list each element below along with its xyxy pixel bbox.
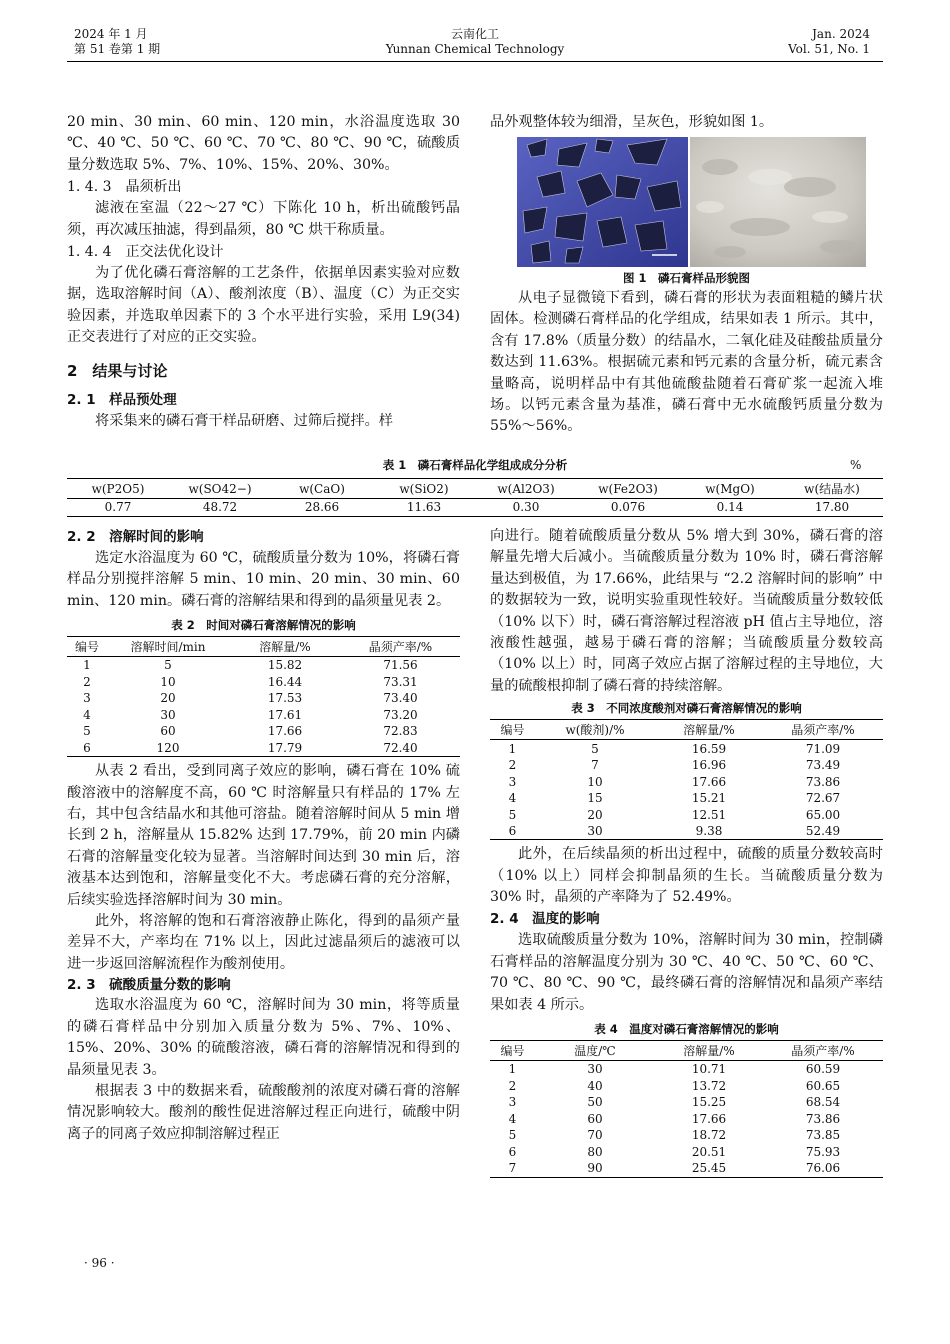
table-row xyxy=(490,1144,883,1161)
table-cell: 0.77 xyxy=(67,499,169,517)
table-cell: 15.21 xyxy=(691,791,727,805)
heading-2-3: 2. 3 硫酸质量分数的影响 xyxy=(67,977,231,994)
table-cell: 17.66 xyxy=(267,724,303,739)
table-cell: 60.59 xyxy=(805,1062,841,1077)
table-cell: 73.86 xyxy=(805,1111,841,1126)
table-cell: 1 xyxy=(83,658,91,673)
table-cell: 16.44 xyxy=(267,674,303,689)
table-header-cell: 晶须产率/% xyxy=(763,720,883,740)
paragraph: 滤液在室温（22～27 ℃）下陈化 10 h，析出硫酸钙晶须，再次减压抽滤，得到晶须，80 ℃ 烘干称质量。 xyxy=(67,200,460,238)
table-cell: 4 xyxy=(508,791,517,805)
paragraph: 从表 2 看出，受到同离子效应的影响，磷石膏在 10% 硫酸溶液中的溶解度不高，60 ℃ 时溶解量只有样品的 17% 左右，其中包含结晶水和其他可溶盐。随着溶解时间从 5 min 增长到 2 h，溶解量从 15.82% 达到 17.79%，前 20 min 内磷石膏的溶解量变化较为显著。当溶解时间达到 30 min 后，溶液基本达到饱和，溶解量变化不大。考虑磷石膏的充分溶解，后续实验选择溶解时间为 30 min。 xyxy=(67,763,460,908)
header-left xyxy=(74,27,160,57)
table-cell: 16.59 xyxy=(691,741,727,756)
table-cell: 50 xyxy=(587,1095,603,1110)
paragraph: 品外观整体较为细滑，呈灰色，形貌如图 1。 xyxy=(490,114,774,130)
paragraph: 此外，在后续晶须的析出过程中，硫酸的质量分数较高时（10% 以上）同样会抑制晶须的生长。当硫酸质量分数为 30% 时，晶须的产率降为了 52.49%。 xyxy=(490,846,883,906)
table-row xyxy=(67,657,460,674)
table-cell: 7 xyxy=(591,758,599,772)
table-cell: 75.93 xyxy=(805,1144,841,1159)
table-row xyxy=(490,790,883,807)
table-cell: 6 xyxy=(508,1144,517,1159)
table-3 xyxy=(490,719,883,840)
table-cell: 65.00 xyxy=(805,807,841,822)
table-cell: 30 xyxy=(160,707,176,722)
table-header-cell: 溶解时间/min xyxy=(107,637,229,657)
table-cell: 16.96 xyxy=(691,758,727,772)
paragraph: 根据表 3 中的数据来看，硫酸酸剂的浓度对磷石膏的溶解情况影响较大。酸剂的酸性促进溶解过程正向进行，硫酸中阴离子的同离子效应抑制溶解过程正 xyxy=(67,1082,460,1142)
table-header-cell: 溶解量/% xyxy=(655,1041,763,1061)
figure-1-caption: 图 1 磷石膏样品形貌图 xyxy=(622,271,750,285)
table-cell: 1 xyxy=(508,1062,517,1077)
table-header-cell: 编号 xyxy=(490,1041,535,1061)
table-cell: 4 xyxy=(508,1111,517,1126)
table-cell: 5 xyxy=(508,807,517,822)
header-volume: 第 51 卷第 1 期 xyxy=(74,42,161,56)
table-1-caption: 表 1 磷石膏样品化学组成成分分析 xyxy=(382,458,568,472)
table-cell: 17.53 xyxy=(267,691,303,706)
table-header-cell: 编号 xyxy=(67,637,107,657)
table-cell: 0.14 xyxy=(679,499,781,517)
table-cell: 2 xyxy=(508,1078,517,1093)
table-cell: 6 xyxy=(490,823,535,840)
table-header-cell: w(Fe2O3) xyxy=(577,479,679,499)
table-cell: 4 xyxy=(83,707,91,722)
table-cell: 73.40 xyxy=(383,691,418,706)
table-cell: 73.86 xyxy=(805,774,841,789)
table-cell: 6 xyxy=(67,740,107,757)
table-cell: 5 xyxy=(164,658,172,673)
heading-2: 2 结果与讨论 xyxy=(67,361,168,380)
table-header-cell: w(SO42−) xyxy=(169,479,271,499)
header-right xyxy=(788,27,870,57)
table-cell: 10.71 xyxy=(691,1062,727,1077)
table-2 xyxy=(67,636,460,757)
table-2-caption: 表 2 时间对磷石膏溶解情况的影响 xyxy=(171,618,356,633)
paragraph: 向进行。随着硫酸质量分数从 5% 增大到 30%，磷石膏的溶解量先增大后减小。当硫酸质量分数为 10% 时，磷石膏溶解量达到极值，为 17.66%，此结果与 “2.2 溶解时间的影响” 中的数据较为一致，说明实验重现性较好。当硫酸质量分数较低（10% 以下）时，磷石膏溶解过程溶液 pH 值占主导地位，溶液酸性越强，越易于磷石膏的溶解；当硫酸质量分数较高（10% 以上）时，同离子效应占据了溶解过程的主导地位，大量的硫酸根抑制了磷石膏的持续溶解。 xyxy=(490,528,883,694)
table-cell: 48.72 xyxy=(169,499,271,517)
heading-2-2: 2. 2 溶解时间的影响 xyxy=(67,529,204,545)
table-cell: 76.06 xyxy=(763,1160,883,1177)
heading-1-4-4: 1. 4. 4 正交法优化设计 xyxy=(67,244,224,261)
header-rule xyxy=(67,61,883,62)
table-header-cell: 晶须产率/% xyxy=(763,1041,883,1061)
table-cell: 52.49 xyxy=(763,823,883,840)
table-row xyxy=(490,757,883,774)
table-cell: 17.79 xyxy=(229,740,341,757)
table-header-row xyxy=(490,1041,883,1061)
table-cell: 5 xyxy=(508,1128,517,1143)
table-cell: 13.72 xyxy=(691,1078,727,1093)
table-row xyxy=(490,1127,883,1144)
table-header-cell: w(Al2O3) xyxy=(475,479,577,499)
table-cell: 60 xyxy=(160,724,176,739)
table-cell: 73.49 xyxy=(805,758,841,772)
table-cell: 90 xyxy=(535,1160,655,1177)
table-cell: 15 xyxy=(587,791,603,805)
table-header-cell: w(P2O5) xyxy=(67,479,169,499)
table-cell: 2 xyxy=(508,758,517,772)
table-row xyxy=(490,823,883,840)
left-column-top xyxy=(67,112,460,432)
right-column-top-text xyxy=(490,288,883,438)
header-volume-en: Vol. 51, No. 1 xyxy=(788,42,870,56)
table-cell: 3 xyxy=(508,1095,517,1110)
table-cell: 20 xyxy=(160,691,176,706)
micrograph-image xyxy=(517,137,688,267)
table-header-cell: 溶解量/% xyxy=(655,720,763,740)
table-cell: 18.72 xyxy=(691,1128,727,1143)
table-cell: 30 xyxy=(587,1062,603,1077)
table-header-cell: w(SiO2) xyxy=(373,479,475,499)
table-row xyxy=(67,674,460,691)
table-row xyxy=(490,1160,883,1177)
header-center xyxy=(375,27,575,57)
table-cell: 28.66 xyxy=(271,499,373,517)
table-row xyxy=(67,690,460,707)
table-cell: 20.51 xyxy=(691,1144,727,1159)
table-cell: 10 xyxy=(587,774,603,789)
table-cell: 20 xyxy=(587,807,603,822)
table-cell: 17.80 xyxy=(781,499,883,517)
table-3-caption: 表 3 不同浓度酸剂对磷石膏溶解情况的影响 xyxy=(571,701,802,716)
table-1-unit: % xyxy=(850,458,862,472)
table-row xyxy=(67,740,460,757)
header-date: 2024 年 1 月 xyxy=(74,27,148,41)
table-row xyxy=(67,707,460,724)
paragraph: 20 min、30 min、60 min、120 min，水浴温度选取 30 ℃、40 ℃、50 ℃、60 ℃、70 ℃、80 ℃、90 ℃，硫酸质量分数选取 5%、7%、10%、15%、20%、30%。 xyxy=(67,114,460,173)
table-cell: 72.40 xyxy=(341,740,460,757)
table-cell: 73.85 xyxy=(805,1128,841,1143)
table-row xyxy=(490,773,883,790)
table-4-caption: 表 4 温度对磷石膏溶解情况的影响 xyxy=(594,1022,779,1037)
table-cell: 72.83 xyxy=(383,724,418,739)
table-header-cell: w(CaO) xyxy=(271,479,373,499)
table-header-cell: 温度/℃ xyxy=(535,1041,655,1061)
journal-title: 云南化工 xyxy=(450,27,499,41)
table-cell: 73.20 xyxy=(383,707,418,722)
table-cell: 120 xyxy=(107,740,229,757)
table-cell: 10 xyxy=(160,674,176,689)
paragraph: 为了优化磷石膏溶解的工艺条件，依据单因素实验对应数据，选取溶解时间（A）、酸剂浓度（B）、温度（C）为正交实验因素，并选取单因素下的 3 个水平进行实验，采用 L9(34) 正交表进行了对应的正交实验。 xyxy=(67,265,460,346)
table-cell: 80 xyxy=(587,1144,603,1159)
table-header-row xyxy=(67,479,883,499)
table-cell: 70 xyxy=(587,1128,603,1143)
heading-1-4-3: 1. 4. 3 晶须析出 xyxy=(67,179,182,196)
table-cell: 72.67 xyxy=(805,791,841,805)
table-cell: 5 xyxy=(591,741,599,756)
table-header-cell: w(酸剂)/% xyxy=(535,720,655,740)
table-cell: 15.25 xyxy=(691,1095,727,1110)
table-cell: 40 xyxy=(587,1078,603,1093)
table-4 xyxy=(490,1040,883,1178)
table-cell: 71.09 xyxy=(805,741,841,756)
table-row xyxy=(490,806,883,823)
table-cell: 17.61 xyxy=(267,707,303,722)
table-cell: 68.54 xyxy=(805,1095,841,1110)
table-cell: 17.66 xyxy=(691,1111,727,1126)
table-row xyxy=(490,740,883,757)
table-cell: 3 xyxy=(83,691,91,706)
paragraph: 将采集来的磷石膏干样品研磨、过筛后搅拌。样 xyxy=(95,412,393,429)
table-cell: 1 xyxy=(508,741,517,756)
table-row xyxy=(490,1094,883,1111)
table-cell: 2 xyxy=(83,674,91,689)
table-cell: 9.38 xyxy=(655,823,763,840)
left-column-bottom xyxy=(67,526,460,1145)
paragraph: 选取硫酸质量分数为 10%，溶解时间为 30 min，控制磷石膏样品的溶解温度分别为 30 ℃、40 ℃、50 ℃、60 ℃、70 ℃、80 ℃、90 ℃，最终磷石膏的溶解情况和晶须产率结果如表 4 所示。 xyxy=(490,932,883,1013)
table-1 xyxy=(67,478,883,517)
table-cell: 17.66 xyxy=(691,774,727,789)
table-cell: 25.45 xyxy=(655,1160,763,1177)
table-header-cell: w(结晶水) xyxy=(781,479,883,499)
heading-2-1: 2. 1 样品预处理 xyxy=(67,391,177,408)
page-number: · 96 · xyxy=(84,1256,115,1270)
paragraph: 此外，将溶解的饱和石膏溶液静止陈化，得到的晶须产量差异不大，产率均在 71% 以上，因此过滤晶须后的滤液可以进一步返回溶解流程作为酸剂使用。 xyxy=(67,913,460,972)
header-date-en: Jan. 2024 xyxy=(812,27,870,41)
table-header-row xyxy=(67,637,460,657)
table-cell: 12.51 xyxy=(691,807,727,822)
table-cell: 60.65 xyxy=(805,1078,841,1093)
table-row xyxy=(490,1061,883,1078)
table-row xyxy=(67,723,460,740)
table-cell: 0.076 xyxy=(577,499,679,517)
table-cell: 15.82 xyxy=(267,658,303,673)
table-header-row xyxy=(490,720,883,740)
table-header-cell: 编号 xyxy=(490,720,535,740)
right-column-bottom xyxy=(490,526,883,1178)
journal-title-en: Yunnan Chemical Technology xyxy=(385,42,565,56)
powder-texture xyxy=(690,137,866,267)
table-cell: 0.30 xyxy=(475,499,577,517)
table-cell: 73.31 xyxy=(383,674,418,689)
table-cell: 30 xyxy=(535,823,655,840)
table-cell: 71.56 xyxy=(383,658,418,673)
micrograph-crystals xyxy=(517,137,688,267)
table-row xyxy=(490,1078,883,1095)
table-header-cell: 溶解量/% xyxy=(229,637,341,657)
table-cell: 60 xyxy=(587,1111,603,1126)
table-header-cell: w(MgO) xyxy=(679,479,781,499)
table-cell: 3 xyxy=(508,774,517,789)
table-cell: 5 xyxy=(83,724,91,739)
powder-image xyxy=(690,137,866,267)
paragraph: 从电子显微镜下看到，磷石膏的形状为表面粗糙的鳞片状固体。检测磷石膏样品的化学组成，结果如表 1 所示。其中，含有 17.8%（质量分数）的结晶水，二氧化硅及硅酸盐质量分数达到 11.63%。根据硫元素和钙元素的含量分析，硫元素含量略高，说明样品中有其他硫酸盐随着石膏矿浆一起流入堆场。以钙元素含量为基准，磷石膏中无水硫酸钙质量分数为 55%～56%。 xyxy=(490,290,883,435)
table-cell: 7 xyxy=(490,1160,535,1177)
table-header-cell: 晶须产率/% xyxy=(341,637,460,657)
table-row xyxy=(67,499,883,517)
heading-2-4: 2. 4 温度的影响 xyxy=(490,911,600,928)
table-row xyxy=(490,1111,883,1128)
paragraph: 选定水浴温度为 60 ℃，硫酸质量分数为 10%，将磷石膏样品分别搅拌溶解 5 min、10 min、20 min、30 min、60 min、120 min。磷石膏的溶解结果和得到的晶须量见表 2。 xyxy=(67,550,460,609)
right-column-top xyxy=(490,112,883,133)
table-cell: 11.63 xyxy=(373,499,475,517)
paragraph: 选取水浴温度为 60 ℃，溶解时间为 30 min，将等质量的磷石膏样品中分别加入质量分数为 5%、7%、10%、15%、20%、30% 的硫酸溶液，磷石膏的溶解情况和得到的晶须量见表 3。 xyxy=(67,997,460,1078)
